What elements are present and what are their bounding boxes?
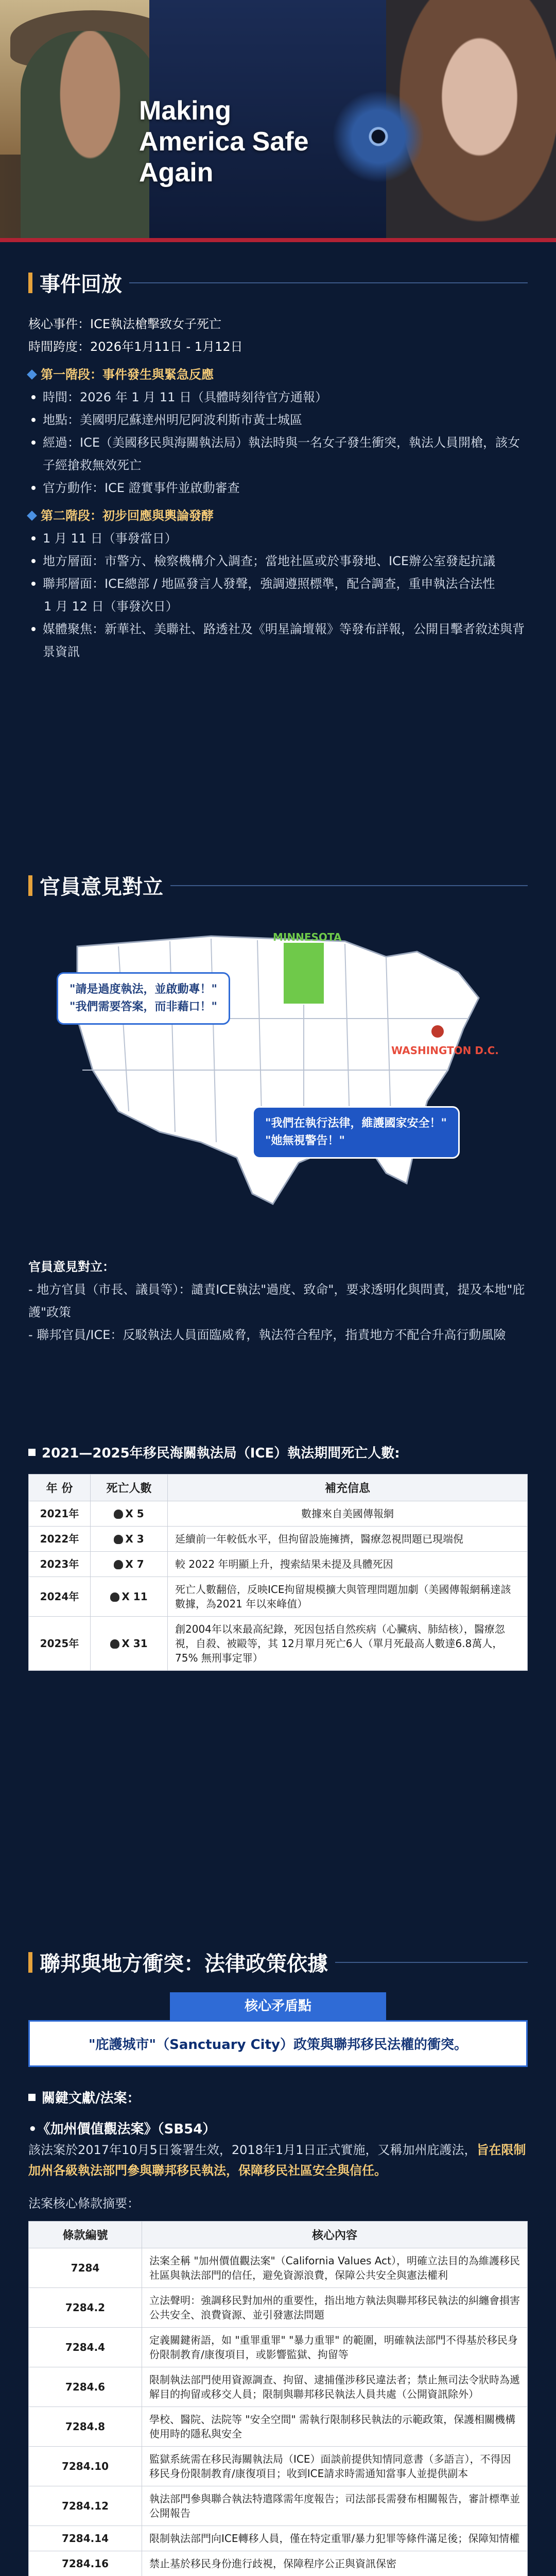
table-title: 2021—2025年移民海關執法局（ICE）執法期間死亡人數: xyxy=(42,1446,400,1461)
column-header: 補充信息 xyxy=(168,1475,528,1501)
table-header-row xyxy=(29,1475,528,1501)
table-wrap xyxy=(0,1462,556,1671)
section-marker xyxy=(28,875,32,896)
skull-icon xyxy=(110,1639,119,1649)
section-title: 事件回放 xyxy=(40,273,122,296)
table-row xyxy=(29,2328,528,2367)
column-header: 年 份 xyxy=(29,1475,91,1501)
section-header xyxy=(0,871,556,900)
table-heading xyxy=(0,1443,556,1462)
bullet-icon xyxy=(31,582,36,586)
table-row xyxy=(29,1617,528,1671)
section-header xyxy=(0,1947,556,1977)
section-marker xyxy=(28,273,32,293)
year-cell: 2024年 xyxy=(29,1577,91,1617)
bullet-icon xyxy=(31,536,36,540)
clause-code: 7284.10 xyxy=(29,2447,142,2486)
quote-line: "她無視警告！" xyxy=(265,1134,345,1147)
hero-banner xyxy=(0,0,556,242)
hero-headline-line: America Safe xyxy=(139,127,309,157)
list-item-text: 聯邦層面：ICE總部 / 地區發言人發聲，強調遵照標準，配合調查，重申執法合法性 xyxy=(43,577,495,591)
list-item-text: 官方動作：ICE 證實事件並啟動審查 xyxy=(43,481,240,495)
section-header xyxy=(0,268,556,297)
bullet-icon xyxy=(31,486,36,490)
clause-text: 執法部門參與聯合執法特遣隊需年度報告；司法部長需發布相關報告，審計標準並公開報告 xyxy=(142,2486,528,2526)
table-row xyxy=(29,2248,528,2288)
phase-heading xyxy=(28,363,528,386)
clause-table-wrap xyxy=(0,2214,556,2576)
table-row xyxy=(29,2407,528,2447)
count-cell xyxy=(91,1577,168,1617)
clause-code: 7284.14 xyxy=(29,2526,142,2551)
table-row xyxy=(29,2551,528,2576)
conflict-section xyxy=(0,1947,556,2576)
stance-title: 官員意見對立： xyxy=(28,1260,115,1274)
note-cell: 延續前一年較低水平，但拘留設施擁擠，醫療忽視問題已現端倪 xyxy=(168,1527,528,1552)
year-cell: 2021年 xyxy=(29,1501,91,1527)
note-cell: 數據來自美國傳報網 xyxy=(168,1501,528,1527)
year-cell: 2023年 xyxy=(29,1552,91,1577)
summary-title: 法案核心條款摘要： xyxy=(28,2196,140,2211)
bullet-icon xyxy=(31,418,36,422)
dc-marker xyxy=(431,1025,444,1038)
hero-headline-line: Again xyxy=(139,158,214,188)
local-officials-quote xyxy=(57,972,230,1025)
count-value: X 7 xyxy=(125,1558,144,1570)
us-map-panel xyxy=(0,900,556,1256)
key-docs-title: 關鍵文獻/法案： xyxy=(42,2091,141,2106)
list-item-text: 經過：ICE（美國移民與海關執法局）執法時與一名女子發生衝突，執法人員開槍，該女子經搶救無效死亡 xyxy=(43,435,520,472)
section-rule xyxy=(170,885,528,886)
section-title: 聯邦與地方衝突：法律政策依據 xyxy=(40,1952,328,1976)
section-rule xyxy=(335,1962,528,1963)
section-marker xyxy=(28,1952,32,1973)
hero-divider xyxy=(0,238,556,242)
quote-line: "我們需要答案，而非藉口！" xyxy=(70,1001,217,1013)
core-event: 核心事件：ICE執法槍擊致女子死亡 xyxy=(28,317,221,331)
column-header: 條款編號 xyxy=(29,2222,142,2248)
square-bullet-icon xyxy=(28,2094,36,2101)
core-conflict-tag: 核心矛盾點 xyxy=(170,1992,386,2020)
clause-code: 7284.6 xyxy=(29,2367,142,2407)
time-span: 時間跨度：2026年1月11日 - 1月12日 xyxy=(28,340,243,354)
hero-headline xyxy=(139,95,366,188)
clause-text: 監獄系統需在移民海關執法局（ICE）面談前提供知情同意書（多語言），不得因移民身份限制教育/康復項目；收到ICE請求時需通知當事人並提供副本 xyxy=(142,2447,528,2486)
bullet-icon xyxy=(31,395,36,399)
table-row xyxy=(29,2288,528,2328)
skull-icon xyxy=(110,1592,119,1602)
note-cell: 創2004年以來最高紀錄，死因包括自然疾病（心臟病、肺結核），醫療忽視，自殺、被毆等，其 12月單月死亡6人（單月死最高人數達6.8萬人，75% 無刑事定罪） xyxy=(168,1617,528,1671)
list-item-text: 媒體聚焦：新華社、美聯社、路透社及《明星論壇報》等發布詳報，公開目擊者敘述與背景資訊 xyxy=(43,622,525,659)
list-item xyxy=(28,527,528,550)
bullet-icon xyxy=(31,627,36,631)
law-highlight: 旨在限制加州各級執法部門參與聯邦移民執法，保障移民社區安全與信任。 xyxy=(28,2143,526,2178)
list-item-text: 時間：2026 年 1 月 11 日（具體時刻待官方通報） xyxy=(43,390,328,404)
count-value: X 11 xyxy=(121,1590,148,1603)
stance-text xyxy=(0,1256,556,1346)
list-item-text: 1 月 12 日（事發次日） xyxy=(44,599,178,614)
minnesota-highlight xyxy=(283,942,324,1004)
clause-text: 法案全稱 "加州價值觀法案"（California Values Act），明確立法目的為維護移民社區與執法部門的信任，避免資源浪費，保障公共安全與憲法權利 xyxy=(142,2248,528,2288)
deaths-section xyxy=(0,1443,556,1671)
table-row xyxy=(29,2367,528,2407)
clause-text: 限制執法部門向ICE轉移人員，僅在特定重罪/暴力犯罪等條件滿足後；保障知情權 xyxy=(142,2526,528,2551)
bullet-icon xyxy=(31,559,36,563)
law-name: •《加州價值觀法案》（SB54） xyxy=(28,2122,216,2137)
note-cell: 較 2022 年明顯上升，搜索結果未提及具體死因 xyxy=(168,1552,528,1577)
count-cell xyxy=(91,1501,168,1527)
bullet-icon xyxy=(31,440,36,445)
clause-code: 7284.16 xyxy=(29,2551,142,2576)
table-row xyxy=(29,1577,528,1617)
count-value: X 5 xyxy=(125,1507,144,1520)
diamond-icon xyxy=(27,511,37,521)
federal-officials-quote xyxy=(252,1106,460,1159)
list-item xyxy=(28,550,528,572)
clause-text: 定義關鍵術語，如 "重罪重罪" "暴力重罪" 的範圍，明確執法部門不得基於移民身份限制教育/康復項目，或影響監獄、拘留等 xyxy=(142,2328,528,2367)
law-description xyxy=(0,2119,556,2214)
year-cell: 2025年 xyxy=(29,1617,91,1671)
dc-label: WASHINGTON D.C. xyxy=(391,1044,499,1057)
clause-text: 禁止基於移民身份進行歧視，保障程序公正與資訊保密 xyxy=(142,2551,528,2576)
year-cell: 2022年 xyxy=(29,1527,91,1552)
table-row xyxy=(29,1527,528,1552)
event-section xyxy=(0,268,556,663)
diamond-icon xyxy=(27,369,37,380)
count-value: X 3 xyxy=(125,1533,144,1545)
clause-code: 7284.12 xyxy=(29,2486,142,2526)
us-map xyxy=(57,916,499,1225)
skull-icon xyxy=(114,1560,123,1569)
clause-code: 7284.4 xyxy=(29,2328,142,2367)
count-cell xyxy=(91,1552,168,1577)
table-row xyxy=(29,1552,528,1577)
square-bullet-icon xyxy=(28,1449,36,1456)
count-value: X 31 xyxy=(121,1637,148,1650)
skull-icon xyxy=(114,1535,123,1544)
key-docs-heading xyxy=(0,2088,556,2107)
column-header: 死亡人數 xyxy=(91,1475,168,1501)
table-row xyxy=(29,2526,528,2551)
list-item-text: 1 月 11 日（事發當日） xyxy=(43,531,177,546)
list-item xyxy=(28,409,528,431)
stance-local: - 地方官員（市長、議員等）：譴責ICE執法"過度、致命"，要求透明化與問責，提及本地"庇護"政策 xyxy=(28,1282,525,1319)
list-item xyxy=(28,431,528,477)
section-title: 官員意見對立 xyxy=(40,875,163,899)
phase-heading xyxy=(28,504,528,527)
clause-text: 學校、醫院、法院等 "安全空間" 需執行限制移民執法的示範政策，保護相關機構使用時的隱私與安全 xyxy=(142,2407,528,2447)
officials-section xyxy=(0,871,556,1346)
clause-text: 限制執法部門使用資源調查、拘留、逮捕僅涉移民違法者；禁止無司法令狀時為遞解目的拘留或移交人員；限制與聯邦移民執法人員共處（公開資訊除外） xyxy=(142,2367,528,2407)
count-cell xyxy=(91,1527,168,1552)
phase-title: 第一階段：事件發生與緊急反應 xyxy=(41,367,214,382)
stance-federal: - 聯邦官員/ICE：反駁執法人員面臨威脅，執法符合程序，指責地方不配合升高行動風險 xyxy=(28,1328,506,1342)
clause-code: 7284.2 xyxy=(29,2288,142,2328)
law-desc: 該法案於2017年10月5日簽署生效，2018年1月1日正式實施，又稱加州庇護法， xyxy=(28,2143,477,2157)
deaths-table xyxy=(28,1474,528,1671)
table-row xyxy=(29,2447,528,2486)
phase-title: 第二階段：初步回應與輿論發酵 xyxy=(41,509,214,523)
minnesota-label: MINNESOTA xyxy=(273,931,342,943)
list-item xyxy=(28,572,528,595)
clause-table xyxy=(28,2221,528,2576)
list-item-text: 地方層面：市警方、檢察機構介入調查；當地社區或於事發地、ICE辦公室發起抗議 xyxy=(43,554,495,568)
quote-line: "我們在執行法律，維護國家安全！" xyxy=(265,1117,447,1130)
count-cell xyxy=(91,1617,168,1671)
table-header-row xyxy=(29,2222,528,2248)
section-rule xyxy=(129,282,528,283)
list-item xyxy=(28,477,528,499)
table-row xyxy=(29,1501,528,1527)
hero-headline-line: Making xyxy=(139,96,232,126)
clause-code: 7284 xyxy=(29,2248,142,2288)
list-item xyxy=(28,595,528,618)
list-item xyxy=(28,618,528,663)
column-header: 核心內容 xyxy=(142,2222,528,2248)
event-body xyxy=(0,297,556,663)
list-item xyxy=(28,386,528,409)
clause-code: 7284.8 xyxy=(29,2407,142,2447)
core-conflict-box: "庇護城市"（Sanctuary City）政策與聯邦移民法權的衝突。 xyxy=(28,2020,528,2067)
clause-text: 立法聲明：強調移民對加州的重要性，指出地方執法與聯邦移民執法的糾纏會損害公共安全、浪費資源、並引發憲法問題 xyxy=(142,2288,528,2328)
note-cell: 死亡人數翻倍，反映ICE拘留規模擴大與管理問題加劇（美國傳報網稱達該數據，為2021 年以來峰值） xyxy=(168,1577,528,1617)
skull-icon xyxy=(114,1510,123,1519)
quote-line: "請是過度執法，並啟動專！" xyxy=(70,983,217,996)
table-row xyxy=(29,2486,528,2526)
list-item-text: 地點：美國明尼蘇達州明尼阿波利斯市黃士城區 xyxy=(43,413,302,427)
